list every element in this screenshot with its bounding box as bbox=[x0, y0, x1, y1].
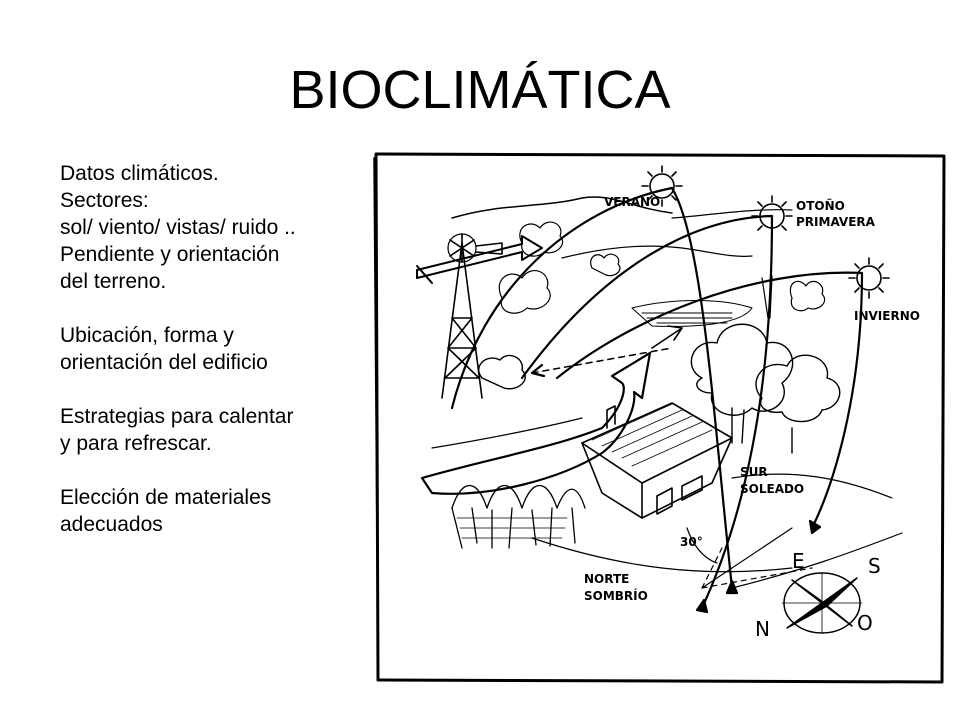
compass-label-e: E bbox=[792, 549, 805, 573]
text-line: y para refrescar. bbox=[60, 432, 212, 455]
text-line: Estrategias para calentar bbox=[60, 405, 294, 428]
label-autumn: OTOÑO bbox=[796, 199, 845, 213]
paragraph-materials bbox=[60, 484, 360, 538]
equinox-sun-path bbox=[522, 216, 772, 608]
text-line: Datos climáticos. bbox=[60, 162, 219, 185]
text-line: orientación del edificio bbox=[60, 351, 268, 374]
text-line: Ubicación, forma y bbox=[60, 324, 234, 347]
bioclimatic-sketch-illustration bbox=[372, 148, 948, 688]
paragraph-strategies bbox=[60, 403, 360, 457]
label-spring: PRIMAVERA bbox=[796, 215, 875, 229]
text-line: adecuados bbox=[60, 513, 163, 536]
compass-label-n: N bbox=[755, 617, 770, 641]
text-line: del terreno. bbox=[60, 270, 167, 293]
ground-lines bbox=[432, 418, 892, 572]
slide-title: BIOCLIMÁTICA bbox=[289, 60, 671, 120]
label-north-2: SOMBRÍO bbox=[584, 589, 648, 603]
compass-label-s: S bbox=[868, 554, 881, 578]
north-hedge-trees bbox=[452, 486, 585, 549]
text-line: Pendiente y orientación bbox=[60, 243, 280, 266]
house-icon bbox=[582, 403, 732, 518]
field-patch bbox=[632, 301, 752, 327]
winter-sun-path bbox=[557, 273, 862, 528]
text-line: Sectores: bbox=[60, 189, 149, 212]
label-summer: VERANO bbox=[604, 195, 661, 209]
text-line: sol/ viento/ vistas/ ruido .. bbox=[60, 216, 296, 239]
label-south-1: SUR bbox=[740, 465, 768, 479]
distant-trees bbox=[499, 222, 824, 318]
text-line: Elección de materiales bbox=[60, 486, 272, 509]
paragraph-building-placement bbox=[60, 322, 360, 376]
sun-icon-winter bbox=[849, 258, 889, 298]
bullet-text-column bbox=[60, 160, 360, 565]
label-north-1: NORTE bbox=[584, 572, 630, 586]
label-south-2: SOLEADO bbox=[740, 482, 805, 496]
compass-label-o: O bbox=[857, 611, 873, 635]
breeze-arrow bbox=[422, 326, 682, 494]
paragraph-climate-data bbox=[60, 160, 360, 295]
compass-rose-icon bbox=[782, 573, 862, 633]
label-angle: 30° bbox=[680, 535, 703, 549]
label-winter: INVIERNO bbox=[854, 309, 920, 323]
